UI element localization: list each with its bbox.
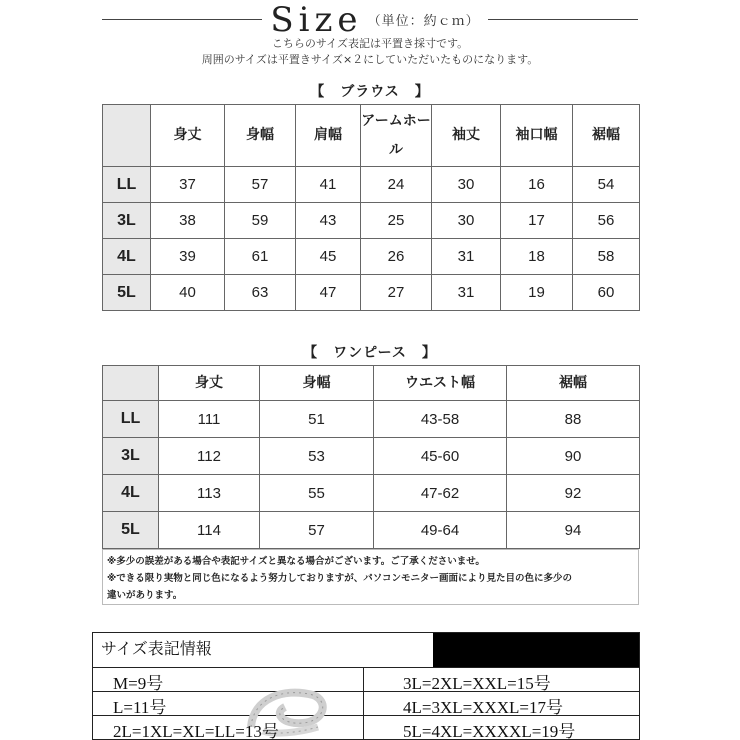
blouse-value-cell: 30: [432, 203, 501, 239]
blouse-column-header: 身丈: [151, 105, 225, 167]
onepiece-size-label: 5L: [103, 512, 159, 549]
blouse-column-header: 袖丈: [432, 105, 501, 167]
blouse-value-cell: 27: [361, 275, 432, 311]
blouse-value-cell: 19: [501, 275, 573, 311]
blouse-value-cell: 24: [361, 167, 432, 203]
blouse-size-label: LL: [103, 167, 151, 203]
blouse-value-cell: 47: [296, 275, 361, 311]
onepiece-column-header: 身幅: [260, 366, 374, 401]
onepiece-value-cell: 45-60: [374, 438, 507, 475]
blouse-header-row: [103, 105, 640, 167]
header-rule-right: [488, 19, 638, 20]
header-rule-left: [102, 19, 262, 20]
onepiece-size-label: 3L: [103, 438, 159, 475]
size-map-right-1: 3L=2XL=XXL=15号: [403, 674, 551, 693]
onepiece-value-cell: 51: [260, 401, 374, 438]
onepiece-value-cell: 49-64: [374, 512, 507, 549]
onepiece-value-cell: 88: [507, 401, 640, 438]
size-info-box: [92, 632, 640, 740]
note-line-2: ※できる限り実物と同じ色になるよう努力しておりますが、パソコンモニター画面により見た目の色に多少の: [107, 573, 573, 584]
blouse-value-cell: 56: [573, 203, 640, 239]
onepiece-value-cell: 111: [159, 401, 260, 438]
size-map-left-1: M=9号: [113, 674, 164, 693]
blouse-value-cell: 45: [296, 239, 361, 275]
blouse-value-cell: 26: [361, 239, 432, 275]
onepiece-column-header: 身丈: [159, 366, 260, 401]
onepiece-table-row: [103, 401, 640, 438]
onepiece-value-cell: 92: [507, 475, 640, 512]
blouse-value-cell: 63: [225, 275, 296, 311]
blouse-value-cell: 40: [151, 275, 225, 311]
onepiece-value-cell: 43-58: [374, 401, 507, 438]
onepiece-table-row: [103, 438, 640, 475]
onepiece-column-header: ウエスト幅: [374, 366, 507, 401]
blouse-value-cell: 17: [501, 203, 573, 239]
blouse-size-label: 3L: [103, 203, 151, 239]
blouse-size-label: 5L: [103, 275, 151, 311]
onepiece-corner-cell: [103, 366, 159, 401]
onepiece-column-header: 裾幅: [507, 366, 640, 401]
blouse-column-header: アームホール: [361, 105, 432, 167]
measure-note-2: 周囲のサイズは平置きサイズ×２にしていただいたものになります。: [201, 53, 539, 66]
size-info-rule-2: [93, 691, 640, 692]
onepiece-value-cell: 55: [260, 475, 374, 512]
onepiece-size-label: LL: [103, 401, 159, 438]
blouse-value-cell: 39: [151, 239, 225, 275]
onepiece-value-cell: 112: [159, 438, 260, 475]
onepiece-value-cell: 90: [507, 438, 640, 475]
onepiece-value-cell: 47-62: [374, 475, 507, 512]
onepiece-header-row: [103, 366, 640, 401]
blouse-value-cell: 59: [225, 203, 296, 239]
blouse-value-cell: 18: [501, 239, 573, 275]
blouse-value-cell: 61: [225, 239, 296, 275]
measure-note-1: こちらのサイズ表記は平置き採寸です。: [271, 37, 469, 50]
blouse-size-label: 4L: [103, 239, 151, 275]
blouse-table-row: [103, 275, 640, 311]
onepiece-value-cell: 57: [260, 512, 374, 549]
blouse-value-cell: 58: [573, 239, 640, 275]
blouse-column-header: 肩幅: [296, 105, 361, 167]
blouse-table-row: [103, 203, 640, 239]
size-map-right-3: 5L=4XL=XXXXL=19号: [403, 722, 576, 740]
blouse-value-cell: 38: [151, 203, 225, 239]
page-title: [270, 0, 480, 40]
size-info-title: サイズ表記情報: [101, 639, 212, 658]
blouse-value-cell: 54: [573, 167, 640, 203]
onepiece-table-row: [103, 475, 640, 512]
title-text: Size: [270, 0, 363, 40]
blouse-table-row: [103, 167, 640, 203]
blouse-value-cell: 31: [432, 275, 501, 311]
blouse-column-header: 身幅: [225, 105, 296, 167]
title-unit: （単位：約ｃｍ）: [367, 14, 480, 29]
size-info-rule-1: [93, 667, 640, 668]
onepiece-value-cell: 113: [159, 475, 260, 512]
blouse-value-cell: 57: [225, 167, 296, 203]
onepiece-value-cell: 94: [507, 512, 640, 549]
blouse-size-table: [102, 104, 640, 311]
blouse-value-cell: 43: [296, 203, 361, 239]
blouse-value-cell: 37: [151, 167, 225, 203]
blouse-value-cell: 30: [432, 167, 501, 203]
onepiece-value-cell: 114: [159, 512, 260, 549]
size-map-right-2: 4L=3XL=XXXL=17号: [403, 698, 564, 717]
black-accent-bar: [433, 633, 640, 667]
notes-box: [102, 549, 639, 605]
blouse-corner-cell: [103, 105, 151, 167]
onepiece-section-title: 【 ワンピース 】: [303, 345, 437, 361]
blouse-column-header: 裾幅: [573, 105, 640, 167]
note-line-3: 違いがあります。: [107, 590, 183, 601]
onepiece-table-row: [103, 512, 640, 549]
size-map-left-2: L=11号: [113, 698, 167, 717]
size-map-left-3: 2L=1XL=XL=LL=13号: [113, 722, 279, 740]
onepiece-value-cell: 53: [260, 438, 374, 475]
blouse-column-header: 袖口幅: [501, 105, 573, 167]
black-bar-slant: [393, 633, 453, 667]
blouse-table-row: [103, 239, 640, 275]
blouse-value-cell: 41: [296, 167, 361, 203]
blouse-value-cell: 16: [501, 167, 573, 203]
onepiece-size-table: [102, 365, 640, 549]
blouse-value-cell: 31: [432, 239, 501, 275]
size-info-divider: [363, 667, 364, 740]
note-line-1: ※多少の誤差がある場合や表記サイズと異なる場合がございます。ご了承くださいませ。: [107, 556, 485, 567]
onepiece-size-label: 4L: [103, 475, 159, 512]
blouse-value-cell: 60: [573, 275, 640, 311]
blouse-value-cell: 25: [361, 203, 432, 239]
blouse-section-title: 【 ブラウス 】: [310, 84, 430, 100]
